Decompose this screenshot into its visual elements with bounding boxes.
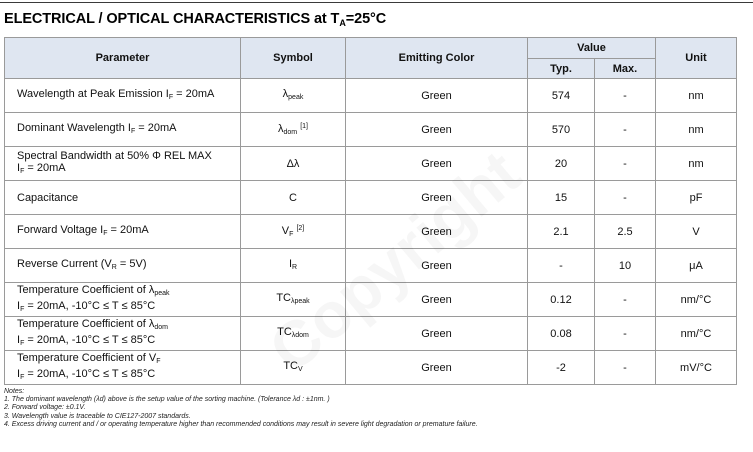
max-value-cell: -	[595, 113, 656, 147]
param-cell	[5, 181, 241, 215]
typ-value-cell: 20	[528, 147, 595, 181]
characteristics-table	[4, 37, 737, 385]
title-text: ELECTRICAL / OPTICAL CHARACTERISTICS at T	[4, 11, 340, 27]
text-run: V	[281, 224, 290, 237]
subscript-text: F	[130, 127, 136, 135]
symbol-cell	[241, 215, 346, 249]
text-run: I	[288, 257, 292, 270]
unit-cell: nm	[656, 79, 737, 113]
header-symbol: Symbol	[241, 38, 346, 79]
text-run: TC	[276, 291, 291, 304]
max-value-cell: -	[595, 79, 656, 113]
param-cell	[5, 215, 241, 249]
symbol-cell	[241, 351, 346, 385]
table-row	[5, 249, 737, 283]
page-title	[4, 11, 386, 28]
text-run: I	[17, 333, 21, 346]
unit-cell: nm/°C	[656, 283, 737, 317]
text-run: Reverse Current (V	[17, 257, 112, 270]
text-run: Wavelength at Peak Emission I	[17, 87, 169, 100]
text-run: = 20mA, -10°C ≤ T ≤ 85°C	[24, 333, 156, 346]
symbol-cell	[241, 113, 346, 147]
text-run: C	[289, 191, 297, 204]
table-row	[5, 181, 737, 215]
symbol-cell	[241, 79, 346, 113]
text-run: Temperature Coefficient of λ	[17, 283, 155, 296]
typ-value-cell: 2.1	[528, 215, 595, 249]
param-cell	[5, 79, 241, 113]
symbol-cell	[241, 249, 346, 283]
subscript-text: peak	[154, 289, 170, 297]
emitting-color-cell: Green	[346, 283, 528, 317]
param-cell	[5, 113, 241, 147]
notes-section	[4, 388, 478, 429]
subscript-text: F	[156, 357, 161, 365]
notes-heading: Notes:	[4, 388, 25, 395]
subscript-text: F	[103, 229, 108, 237]
table-row	[5, 317, 737, 351]
typ-value-cell: -2	[528, 351, 595, 385]
subscript-text: F	[20, 167, 25, 175]
text-run: Δλ	[286, 157, 300, 170]
text-run: TC	[277, 325, 292, 338]
unit-cell: nm/°C	[656, 317, 737, 351]
subscript-text: λpeak	[290, 297, 310, 305]
param-cell	[5, 147, 241, 181]
symbol-cell	[241, 147, 346, 181]
text-run: Temperature Coefficient of V	[17, 351, 157, 364]
max-value-cell: -	[595, 283, 656, 317]
subscript-text: F	[168, 93, 174, 101]
header-typ: Typ.	[528, 59, 595, 79]
note-item: 2. Forward voltage: ±0.1V.	[4, 404, 86, 412]
emitting-color-cell: Green	[346, 79, 528, 113]
typ-value-cell: 570	[528, 113, 595, 147]
max-value-cell: -	[595, 181, 656, 215]
subscript-text: F	[20, 339, 25, 347]
typ-value-cell: -	[528, 249, 595, 283]
symbol-cell	[241, 181, 346, 215]
text-run: I	[17, 161, 21, 174]
param-cell	[5, 249, 241, 283]
symbol-cell	[241, 317, 346, 351]
emitting-color-cell: Green	[346, 181, 528, 215]
header-unit: Unit	[656, 38, 737, 79]
subscript-text: R	[292, 263, 298, 271]
text-run: Capacitance	[17, 191, 79, 204]
note-item: 4. Excess driving current and / or operating temperature higher than recommended conditions may result in severe light degradation or premature failure.	[4, 420, 478, 428]
text-run: Spectral Bandwidth at 50% Φ REL MAX	[17, 149, 212, 162]
text-run: Dominant Wavelength I	[17, 121, 131, 134]
symbol-cell	[241, 283, 346, 317]
max-value-cell: 10	[595, 249, 656, 283]
subscript-text: F	[289, 230, 294, 238]
table-row	[5, 283, 737, 317]
note-item: 3. Wavelength value is traceable to CIE127-2007 standards.	[4, 412, 191, 420]
text-run: I	[17, 299, 21, 312]
text-run: = 5V)	[116, 257, 147, 270]
typ-value-cell: 0.12	[528, 283, 595, 317]
param-cell	[5, 283, 241, 317]
text-run: I	[17, 367, 21, 380]
table-row	[5, 147, 737, 181]
unit-cell: pF	[656, 181, 737, 215]
subscript-text: F	[20, 305, 25, 313]
max-value-cell: -	[595, 351, 656, 385]
param-cell	[5, 351, 241, 385]
superscript-text: [2]	[296, 224, 305, 232]
text-run: TC	[283, 359, 298, 372]
table-row	[5, 215, 737, 249]
emitting-color-cell: Green	[346, 215, 528, 249]
table-row	[5, 79, 737, 113]
text-run: = 20mA	[107, 223, 149, 236]
unit-cell: V	[656, 215, 737, 249]
text-run: = 20mA	[24, 161, 66, 174]
text-run: = 20mA, -10°C ≤ T ≤ 85°C	[24, 367, 156, 380]
text-run: = 20mA	[173, 87, 215, 100]
subscript-text: F	[20, 373, 25, 381]
title-suffix: =25°C	[345, 11, 387, 27]
header-emitting-color: Emitting Color	[346, 38, 528, 79]
header-parameter: Parameter	[5, 38, 241, 79]
emitting-color-cell: Green	[346, 113, 528, 147]
text-run: Temperature Coefficient of λ	[17, 317, 155, 330]
text-run: Forward Voltage I	[17, 223, 104, 236]
unit-cell: mV/°C	[656, 351, 737, 385]
title-subscript: A	[339, 18, 346, 28]
superscript-text: [1]	[300, 122, 308, 130]
header-value: Value	[528, 38, 656, 59]
note-item: 1. The dominant wavelength (λd) above is the setup value of the sorting machine. (Tolerance λd : ±1nm. )	[4, 396, 330, 404]
subscript-text: λdom	[291, 331, 309, 339]
typ-value-cell: 574	[528, 79, 595, 113]
unit-cell: μA	[656, 249, 737, 283]
max-value-cell: -	[595, 317, 656, 351]
text-run: = 20mA	[135, 121, 177, 134]
subscript-text: V	[298, 365, 303, 373]
subscript-text: R	[111, 263, 117, 271]
emitting-color-cell: Green	[346, 317, 528, 351]
max-value-cell: -	[595, 147, 656, 181]
subscript-text: peak	[288, 93, 304, 101]
unit-cell: nm	[656, 113, 737, 147]
emitting-color-cell: Green	[346, 351, 528, 385]
typ-value-cell: 15	[528, 181, 595, 215]
emitting-color-cell: Green	[346, 147, 528, 181]
header-max: Max.	[595, 59, 656, 79]
typ-value-cell: 0.08	[528, 317, 595, 351]
subscript-text: dom	[283, 128, 298, 136]
text-run: = 20mA, -10°C ≤ T ≤ 85°C	[24, 299, 156, 312]
param-cell	[5, 317, 241, 351]
table-row	[5, 113, 737, 147]
table-row	[5, 351, 737, 385]
subscript-text: dom	[154, 323, 168, 331]
unit-cell: nm	[656, 147, 737, 181]
text-run: λ	[278, 122, 284, 135]
emitting-color-cell: Green	[346, 249, 528, 283]
top-rule	[0, 2, 753, 3]
text-run: λ	[282, 87, 289, 100]
max-value-cell: 2.5	[595, 215, 656, 249]
